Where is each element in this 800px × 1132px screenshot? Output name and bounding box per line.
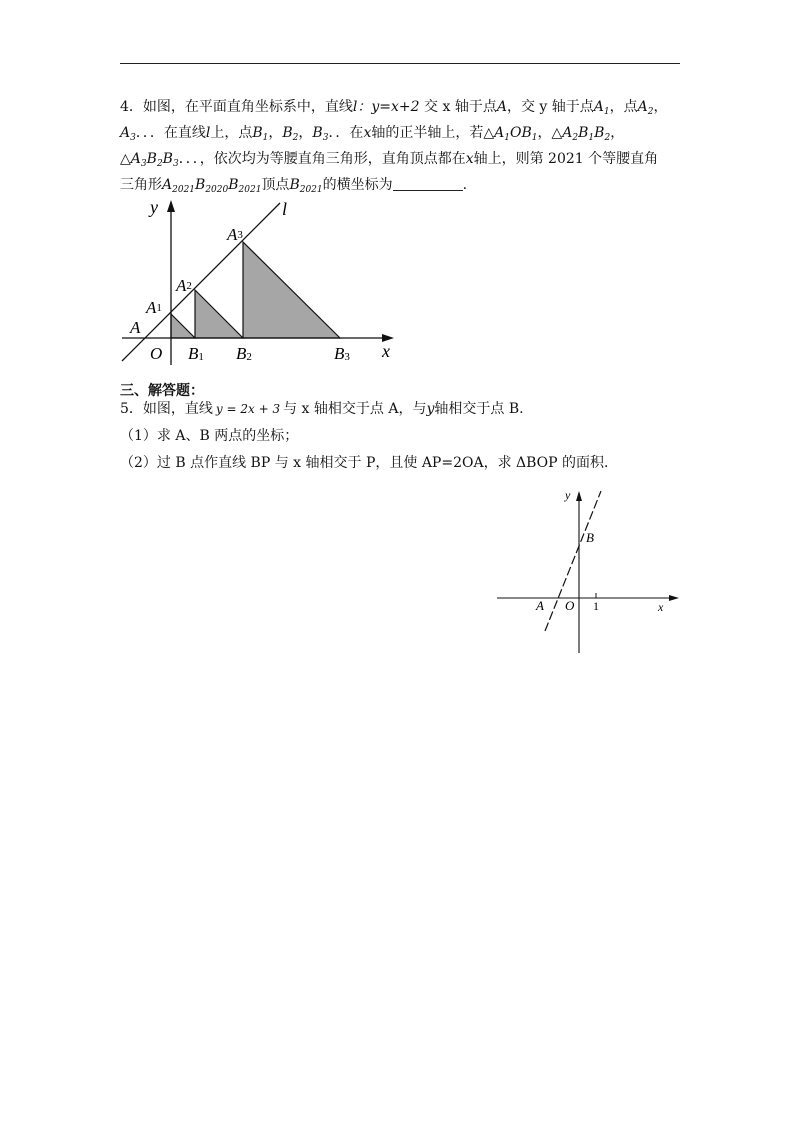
tri-vertex: A	[130, 151, 141, 167]
answer-blank[interactable]	[393, 176, 463, 191]
line-l-label: l	[352, 99, 358, 115]
tri-vertex: B	[195, 177, 206, 193]
a1-letter: A	[146, 298, 157, 317]
x-axis-arrow	[669, 595, 679, 601]
q4-text: ，	[268, 125, 283, 141]
line-l-label: l	[205, 125, 211, 141]
subscript: 2021	[238, 185, 262, 195]
tri-vertex: B	[578, 125, 589, 141]
point-b-label: B	[586, 530, 594, 545]
q4-text: ，点	[609, 99, 638, 115]
point-a3: A	[120, 125, 131, 141]
subscript: 2021	[172, 185, 196, 195]
line-equation: ：y=x+2	[357, 99, 420, 115]
a3-letter: A	[227, 225, 238, 244]
point-a3-label	[226, 225, 243, 244]
q4-text: ，交 y 轴于点	[506, 99, 594, 115]
q4-line-2	[120, 120, 700, 146]
tri-vertex: B	[162, 151, 173, 167]
q4-text: 轴上，则第 2021 个等腰直角	[473, 151, 659, 167]
y-axis-label: y	[150, 197, 158, 217]
triangle-a3-b2-b3	[243, 242, 340, 338]
point-b2-label	[236, 344, 252, 363]
tri-vertex: B	[594, 125, 605, 141]
subscript: 1	[588, 133, 595, 143]
origin-label: O	[150, 344, 163, 363]
q4-text: ．．在	[328, 125, 364, 141]
triangle-a1-o-b1	[171, 314, 195, 338]
subscript: 1	[603, 107, 610, 117]
x-var: x	[465, 151, 474, 167]
q5-text: 5．如图，直线	[120, 401, 213, 417]
q4-text: 4．如图，在平面直角坐标系中，直线	[120, 99, 353, 115]
y-axis-arrow	[167, 200, 175, 212]
x-axis-label: x	[382, 341, 390, 361]
y-var: y	[426, 401, 435, 417]
a2-sub: 2	[186, 280, 192, 292]
b2-letter: B	[236, 344, 247, 363]
point-b3: B	[312, 125, 323, 141]
q4-text: 顶点	[261, 177, 290, 193]
tri-vertex: B	[228, 177, 239, 193]
q4-text: ．．．在直线	[135, 125, 206, 141]
q4-text: 交 x 轴于点	[424, 99, 497, 115]
b1-sub: 1	[198, 351, 204, 363]
subscript: 1	[262, 133, 269, 143]
subscript: 3	[322, 133, 329, 143]
point-a: A	[496, 99, 507, 115]
x-var: x	[363, 125, 372, 141]
subscript: 3	[140, 159, 147, 169]
tri-vertex: A	[162, 177, 173, 193]
point-b1-label	[188, 344, 204, 363]
subscript: 3	[130, 133, 136, 143]
y-axis-arrow	[576, 491, 582, 501]
equation: y = 2x + 3	[215, 402, 281, 416]
point-a1-label	[145, 298, 162, 317]
figure-isosceles-triangles	[110, 195, 410, 370]
question-5	[120, 396, 700, 477]
point-a2-label	[175, 276, 192, 295]
subscript: 1	[504, 133, 510, 143]
subscript: 2	[647, 107, 654, 117]
q5-line-1	[120, 396, 700, 423]
tri-vertex: B	[146, 151, 157, 167]
origin-label: O	[565, 598, 575, 613]
a3-sub: 3	[237, 229, 243, 241]
header-rule	[120, 63, 680, 64]
q5-text: 轴相交于点 B.	[434, 401, 524, 417]
question-4	[120, 94, 700, 198]
subscript: 2	[604, 133, 611, 143]
q4-text: ，△	[537, 125, 563, 141]
q4-text: ．．．，依次均为等腰直角三角形，直角顶点都在	[178, 151, 466, 167]
tick-1-label: 1	[593, 599, 599, 613]
q4-text: 上，点	[210, 125, 253, 141]
a2-letter: A	[176, 276, 187, 295]
a1-sub: 1	[156, 302, 162, 314]
point-b3-label	[334, 344, 350, 363]
point-b1: B	[252, 125, 263, 141]
q4-text: 轴的正半轴上，若△	[371, 125, 495, 141]
b3-sub: 3	[344, 351, 350, 363]
subscript: 2021	[299, 185, 323, 195]
point-b2: B	[282, 125, 293, 141]
triangle-a2-b1-b2	[195, 290, 243, 338]
q4-text: ，	[298, 125, 313, 141]
figure-line-graph	[495, 485, 685, 660]
q4-text: .	[462, 177, 468, 193]
q4-line-1	[120, 94, 700, 120]
subscript: 2	[572, 133, 579, 143]
q5-text: 与 x 轴相交于点 A，与	[283, 401, 427, 417]
point-a2: A	[637, 99, 648, 115]
line-l-label: l	[282, 199, 288, 219]
q4-text: 的横坐标为	[322, 177, 393, 193]
q4-line-3	[120, 146, 700, 172]
subscript: 3	[172, 159, 179, 169]
b2-sub: 2	[246, 351, 252, 363]
point-a-label: A	[536, 598, 544, 613]
q4-text: ，	[610, 125, 625, 141]
point-a1: A	[593, 99, 604, 115]
subscript: 2	[292, 133, 299, 143]
tri-vertex: B	[289, 177, 300, 193]
tri-vertex: A	[562, 125, 573, 141]
b1-letter: B	[188, 344, 199, 363]
x-axis-label: x	[658, 600, 664, 614]
subscript: 2	[156, 159, 163, 169]
tri-vertex: A	[494, 125, 505, 141]
q4-text: ，	[653, 99, 668, 115]
point-a-label: A	[130, 318, 141, 337]
q5-part-1: （1）求 A、B 两点的坐标；	[120, 428, 299, 444]
subscript: 1	[531, 133, 538, 143]
tri-vertex: OB	[509, 125, 532, 141]
subscript: 2020	[205, 185, 229, 195]
b3-letter: B	[334, 344, 345, 363]
q4-text: 三角形	[120, 177, 162, 193]
y-axis-label: y	[565, 488, 571, 502]
triangle-symbol: △	[120, 151, 131, 167]
q5-part-2: （2）过 B 点作直线 BP 与 x 轴相交于 P，且使 AP=2OA，求 ΔBOP 的面积.	[120, 455, 609, 471]
section-title: 三、解答题：	[120, 383, 204, 399]
